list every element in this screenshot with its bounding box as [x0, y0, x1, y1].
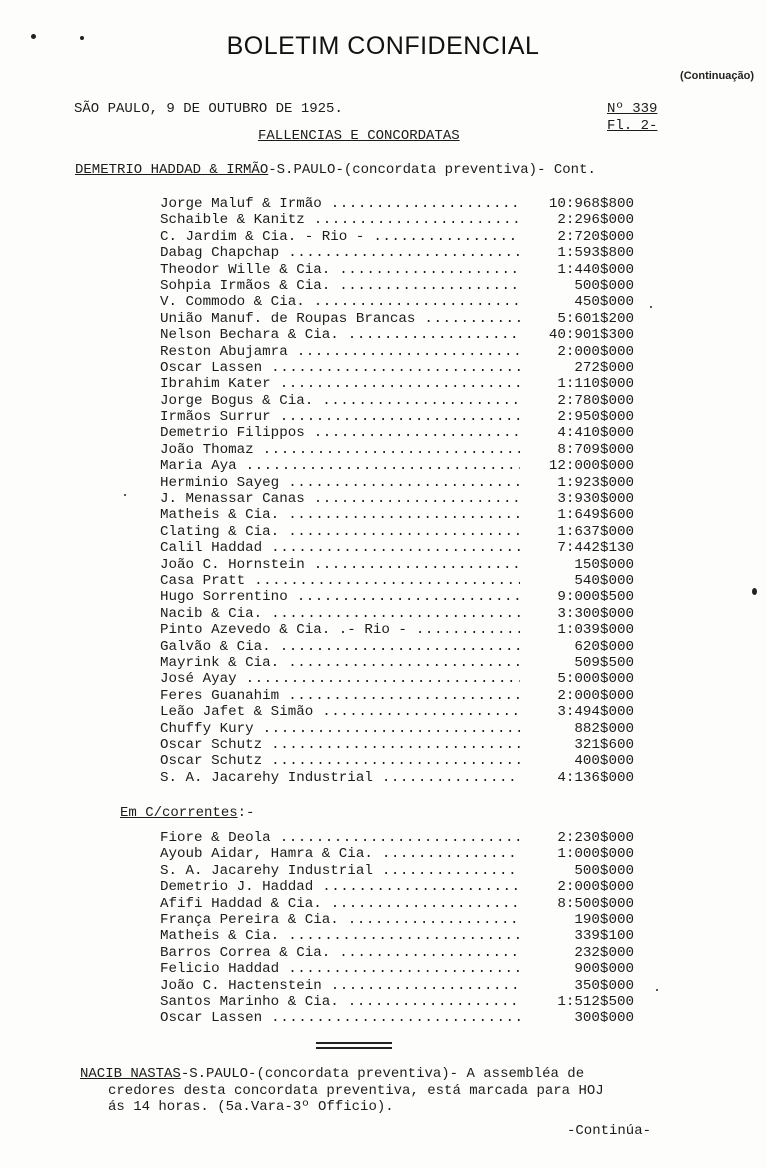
creditor-name: Demetrio Filippos .....: [160, 425, 520, 441]
creditor-amount: 2:230$000: [557, 830, 634, 846]
ink-speck: [752, 588, 757, 595]
section-divider-top: [316, 1042, 392, 1044]
creditor-amount: 232$000: [574, 944, 634, 961]
creditor-name: Jorge Maluf & Irmão .....: [160, 196, 520, 212]
creditor-name: Oscar Schutz .....: [160, 753, 520, 769]
creditor-amount: 2:000$000: [557, 879, 634, 896]
creditor-name: Clating & Cia. .....: [160, 524, 520, 540]
creditor-name: Hugo Sorrentino .....: [160, 589, 520, 605]
case2-line3: ás 14 horas. (5a.Vara-3º Officio).: [108, 1099, 394, 1115]
creditor-name: Nacib & Cia. .....: [160, 606, 520, 622]
creditor-name: Calil Haddad .....: [160, 540, 520, 556]
creditor-amount: 5:601$200: [557, 310, 634, 327]
creditor-name: Felicio Haddad .....: [160, 961, 520, 977]
creditor-name: Casa Pratt .....: [160, 573, 520, 589]
creditor-amount: 1:637$000: [557, 523, 634, 540]
creditor-amount: 620$000: [574, 638, 634, 655]
bulletin-number: Nº 339: [607, 101, 658, 117]
place-date: SÃO PAULO, 9 DE OUTUBRO DE 1925.: [74, 101, 343, 117]
creditor-name: Reston Abujamra .....: [160, 344, 520, 360]
page-folha: Fl. 2-: [607, 118, 658, 134]
creditor-name: Irmãos Surrur .....: [160, 409, 520, 425]
creditor-amount: 450$000: [574, 294, 634, 311]
creditor-name: Chuffy Kury .....: [160, 721, 520, 737]
creditor-amount: 1:649$600: [557, 507, 634, 524]
ink-speck: [31, 34, 36, 39]
creditor-name: União Manuf. de Roupas Brancas .....: [160, 311, 520, 327]
creditor-amount: 1:000$000: [557, 846, 634, 863]
creditor-name: Barros Correa & Cia. .....: [160, 945, 520, 961]
creditor-name: Ayoub Aidar, Hamra & Cia. .....: [160, 846, 520, 862]
creditor-amount: 2:296$000: [557, 212, 634, 229]
section-title: FALLENCIAS E CONCORDATAS: [258, 128, 460, 144]
creditor-amount: 190$000: [574, 911, 634, 928]
creditor-name: João C. Hornstein .....: [160, 557, 520, 573]
ink-speck: [124, 494, 126, 496]
creditor-amount: 12:000$000: [548, 458, 634, 475]
creditor-name: S. A. Jacarehy Industrial .....: [160, 863, 520, 879]
continua-note: -Continúa-: [567, 1123, 652, 1139]
creditor-amount: 1:440$000: [557, 261, 634, 278]
creditor-amount: 882$000: [574, 720, 634, 737]
creditor-amount: 2:950$000: [557, 409, 634, 426]
creditor-amount: 10:968$800: [548, 196, 634, 212]
current-accounts-heading: [120, 805, 254, 821]
case2-line1: -S.PAULO-(concordata preventiva)- A assembléa de: [180, 1066, 585, 1082]
case-heading: [75, 162, 596, 178]
creditor-name: J. Menassar Canas .....: [160, 491, 520, 507]
creditor-name: Matheis & Cia. .....: [160, 928, 520, 944]
creditor-amount: 8:500$000: [557, 895, 634, 912]
creditor-amount: 900$000: [574, 961, 634, 978]
creditor-amount: 2:000$000: [557, 343, 634, 360]
creditor-amount: 1:110$000: [557, 376, 634, 393]
creditor-amount: 3:930$000: [557, 491, 634, 508]
case-name: DEMETRIO HADDAD & IRMÃO: [75, 162, 269, 178]
ink-speck: [650, 306, 652, 308]
creditor-amount: 1:039$000: [557, 622, 634, 639]
creditor-amount: 40:901$300: [548, 327, 634, 344]
creditor-amount: 321$600: [574, 736, 634, 753]
creditor-name: Oscar Lassen .....: [160, 1010, 520, 1026]
creditor-name: C. Jardim & Cia. - Rio - .....: [160, 229, 520, 245]
continuation-note: (Continuação): [680, 70, 754, 82]
creditor-name: Theodor Wille & Cia. .....: [160, 262, 520, 278]
creditor-name: Santos Marinho & Cia. .....: [160, 994, 520, 1010]
creditor-amount: 4:136$000: [557, 769, 634, 786]
creditor-amount: 300$000: [574, 1010, 634, 1027]
ink-speck: [656, 989, 658, 991]
creditor-amount: 540$000: [574, 572, 634, 589]
creditor-name: Dabag Chapchap .....: [160, 245, 520, 261]
creditor-name: Galvão & Cia. .....: [160, 639, 520, 655]
creditor-amount: 150$000: [574, 556, 634, 573]
creditor-name: França Pereira & Cia. .....: [160, 912, 520, 928]
case2-heading: [80, 1066, 584, 1082]
creditor-name: João C. Hactenstein .....: [160, 978, 520, 994]
creditor-name: Pinto Azevedo & Cia. .- Rio - .....: [160, 622, 520, 638]
creditor-name: Mayrink & Cia. .....: [160, 655, 520, 671]
creditor-amount: 500$000: [574, 862, 634, 879]
creditor-amount: 7:442$130: [557, 540, 634, 557]
creditor-name: Feres Guanahim .....: [160, 688, 520, 704]
creditor-name: Oscar Schutz .....: [160, 737, 520, 753]
creditor-amount: 3:494$000: [557, 704, 634, 721]
creditor-name: Nelson Bechara & Cia. .....: [160, 327, 520, 343]
creditor-name: Oscar Lassen .....: [160, 360, 520, 376]
creditor-name: Ibrahim Kater .....: [160, 376, 520, 392]
ink-speck: [80, 36, 84, 40]
creditor-amount: 339$100: [574, 928, 634, 945]
creditor-amount: 1:512$500: [557, 993, 634, 1010]
creditor-name: Maria Aya .....: [160, 458, 520, 474]
case2-line2: credores desta concordata preventiva, está marcada para HOJ: [108, 1083, 604, 1099]
creditor-amount: 2:000$000: [557, 687, 634, 704]
creditor-amount: 350$000: [574, 977, 634, 994]
creditor-amount: 4:410$000: [557, 425, 634, 442]
creditor-name: Afifi Haddad & Cia. .....: [160, 896, 520, 912]
creditor-name: João Thomaz .....: [160, 442, 520, 458]
section-divider-bottom: [316, 1047, 392, 1049]
creditor-name: Sohpia Irmãos & Cia. .....: [160, 278, 520, 294]
creditor-amount: 400$000: [574, 753, 634, 770]
creditor-amount: 1:593$800: [557, 245, 634, 262]
creditor-name: Leão Jafet & Simão .....: [160, 704, 520, 720]
creditor-amount: 2:780$000: [557, 392, 634, 409]
creditor-name: V. Commodo & Cia. .....: [160, 294, 520, 310]
creditor-name: Matheis & Cia. .....: [160, 507, 520, 523]
creditor-name: Jorge Bogus & Cia. .....: [160, 393, 520, 409]
creditor-amount: 3:300$000: [557, 605, 634, 622]
creditor-name: Fiore & Deola .....: [160, 830, 520, 846]
creditor-name: Schaible & Kanitz .....: [160, 212, 520, 228]
creditor-amount: 272$000: [574, 359, 634, 376]
creditor-name: José Ayay .....: [160, 671, 520, 687]
creditor-amount: 8:709$000: [557, 441, 634, 458]
creditor-amount: 509$500: [574, 654, 634, 671]
creditor-amount: 9:000$500: [557, 589, 634, 606]
creditor-name: S. A. Jacarehy Industrial .....: [160, 770, 520, 786]
bulletin-title: BOLETIM CONFIDENCIAL: [226, 32, 540, 60]
creditor-amount: 1:923$000: [557, 474, 634, 491]
creditor-name: Demetrio J. Haddad .....: [160, 879, 520, 895]
creditor-amount: 500$000: [574, 277, 634, 294]
creditor-amount: 2:720$000: [557, 228, 634, 245]
creditor-amount: 5:000$000: [557, 671, 634, 688]
case2-name: NACIB NASTAS: [80, 1066, 181, 1082]
case-description: -S.PAULO-(concordata preventiva)- Cont.: [268, 162, 596, 178]
current-accounts-label: Em C/correntes: [120, 805, 238, 821]
creditor-name: Herminio Sayeg .....: [160, 475, 520, 491]
current-accounts-suffix: :-: [237, 805, 255, 821]
